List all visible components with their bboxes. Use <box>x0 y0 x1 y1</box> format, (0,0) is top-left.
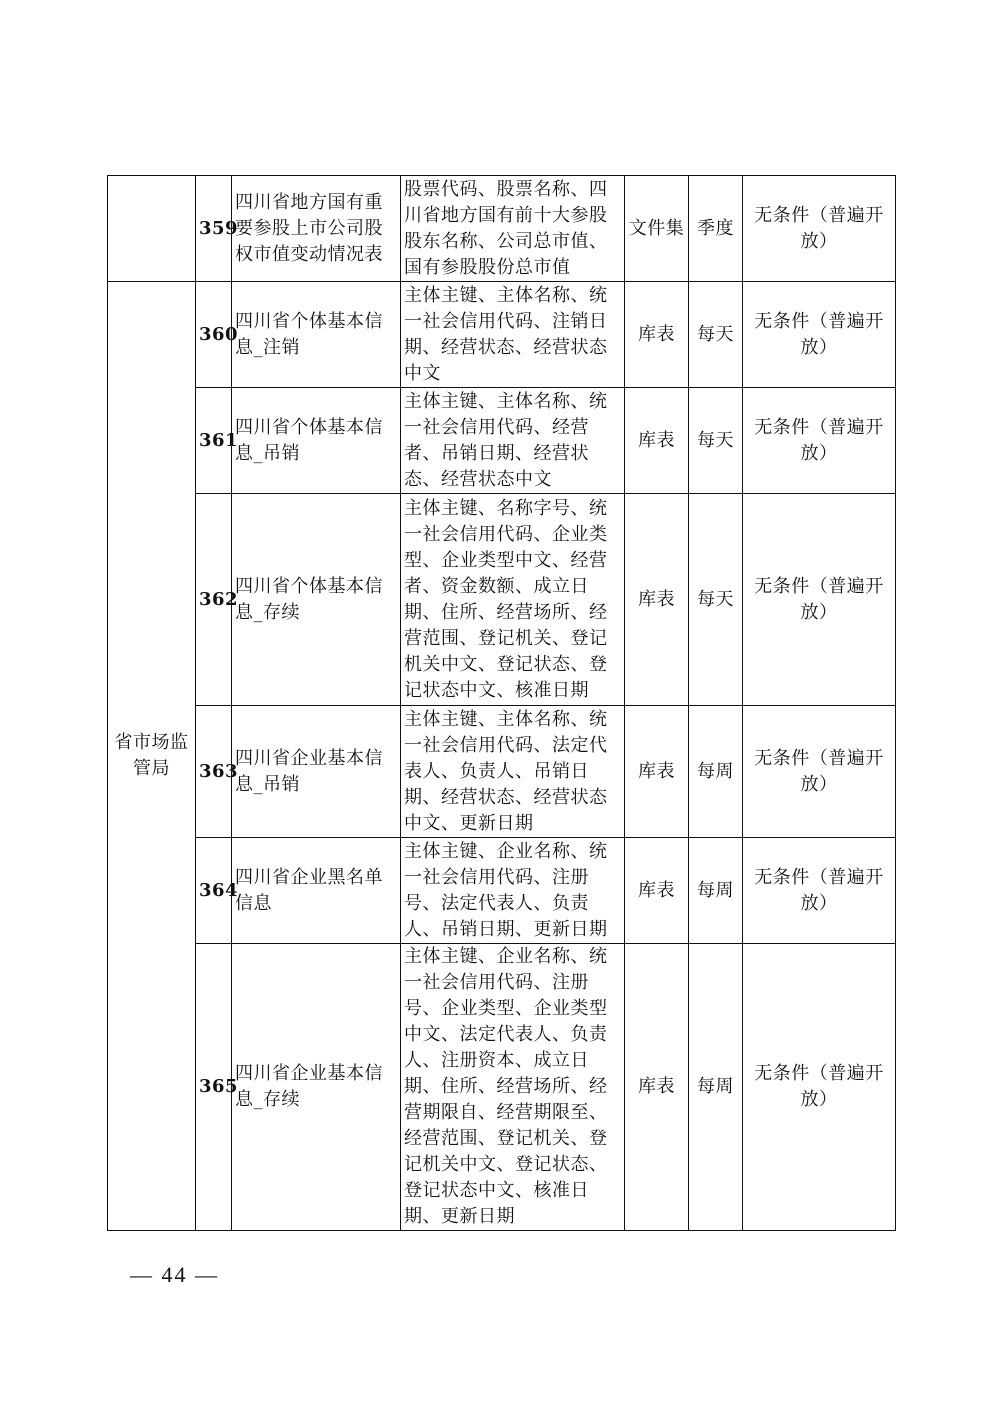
table-row <box>108 494 896 706</box>
row-number: 363 <box>196 706 232 838</box>
table-row <box>108 838 896 944</box>
resource-fields: 股票代码、股票名称、四川省地方国有前十大参股股东名称、公司总市值、国有参股股份总市值 <box>401 176 625 282</box>
table-row <box>108 282 896 388</box>
table-row <box>108 388 896 494</box>
row-number: 365 <box>196 944 232 1231</box>
row-number: 361 <box>196 388 232 494</box>
resource-type: 文件集 <box>625 176 689 282</box>
resource-name: 四川省个体基本信息_吊销 <box>232 388 401 494</box>
resource-name: 四川省企业基本信息_存续 <box>232 944 401 1231</box>
table-row <box>108 706 896 838</box>
update-frequency: 每周 <box>689 706 743 838</box>
resource-type: 库表 <box>625 944 689 1231</box>
table-row <box>108 944 896 1231</box>
resource-type: 库表 <box>625 838 689 944</box>
department-cell-previous <box>108 176 196 282</box>
resource-type: 库表 <box>625 494 689 706</box>
resource-type: 库表 <box>625 706 689 838</box>
resource-name: 四川省地方国有重要参股上市公司股权市值变动情况表 <box>232 176 401 282</box>
sharing-condition: 无条件（普遍开放） <box>743 176 896 282</box>
resource-name: 四川省个体基本信息_存续 <box>232 494 401 706</box>
table-row <box>108 176 896 282</box>
resource-name: 四川省个体基本信息_注销 <box>232 282 401 388</box>
resource-name: 四川省企业黑名单信息 <box>232 838 401 944</box>
resource-fields: 主体主键、企业名称、统一社会信用代码、注册号、企业类型、企业类型中文、法定代表人、负责人、注册资本、成立日期、住所、经营场所、经营期限自、经营期限至、经营范围、登记机关、登记机关中文、登记状态、登记状态中文、核准日期、更新日期 <box>401 944 625 1231</box>
department-cell: 省市场监管局 <box>108 282 196 1231</box>
sharing-condition: 无条件（普遍开放） <box>743 944 896 1231</box>
sharing-condition: 无条件（普遍开放） <box>743 388 896 494</box>
sharing-condition: 无条件（普遍开放） <box>743 494 896 706</box>
resource-fields: 主体主键、主体名称、统一社会信用代码、经营者、吊销日期、经营状态、经营状态中文 <box>401 388 625 494</box>
resource-fields: 主体主键、主体名称、统一社会信用代码、注销日期、经营状态、经营状态中文 <box>401 282 625 388</box>
resource-type: 库表 <box>625 282 689 388</box>
row-number: 360 <box>196 282 232 388</box>
update-frequency: 每周 <box>689 944 743 1231</box>
row-number: 359 <box>196 176 232 282</box>
resource-type: 库表 <box>625 388 689 494</box>
row-number: 364 <box>196 838 232 944</box>
update-frequency: 每天 <box>689 388 743 494</box>
resource-fields: 主体主键、主体名称、统一社会信用代码、法定代表人、负责人、吊销日期、经营状态、经营状态中文、更新日期 <box>401 706 625 838</box>
update-frequency: 每天 <box>689 282 743 388</box>
resource-name: 四川省企业基本信息_吊销 <box>232 706 401 838</box>
row-number: 362 <box>196 494 232 706</box>
sharing-condition: 无条件（普遍开放） <box>743 838 896 944</box>
resource-fields: 主体主键、企业名称、统一社会信用代码、注册号、法定代表人、负责人、吊销日期、更新日期 <box>401 838 625 944</box>
data-catalog-table <box>107 175 896 1231</box>
sharing-condition: 无条件（普遍开放） <box>743 706 896 838</box>
update-frequency: 季度 <box>689 176 743 282</box>
update-frequency: 每天 <box>689 494 743 706</box>
page-number: — 44 — <box>130 1262 219 1287</box>
sharing-condition: 无条件（普遍开放） <box>743 282 896 388</box>
update-frequency: 每周 <box>689 838 743 944</box>
resource-fields: 主体主键、名称字号、统一社会信用代码、企业类型、企业类型中文、经营者、资金数额、成立日期、住所、经营场所、经营范围、登记机关、登记机关中文、登记状态、登记状态中文、核准日期 <box>401 494 625 706</box>
